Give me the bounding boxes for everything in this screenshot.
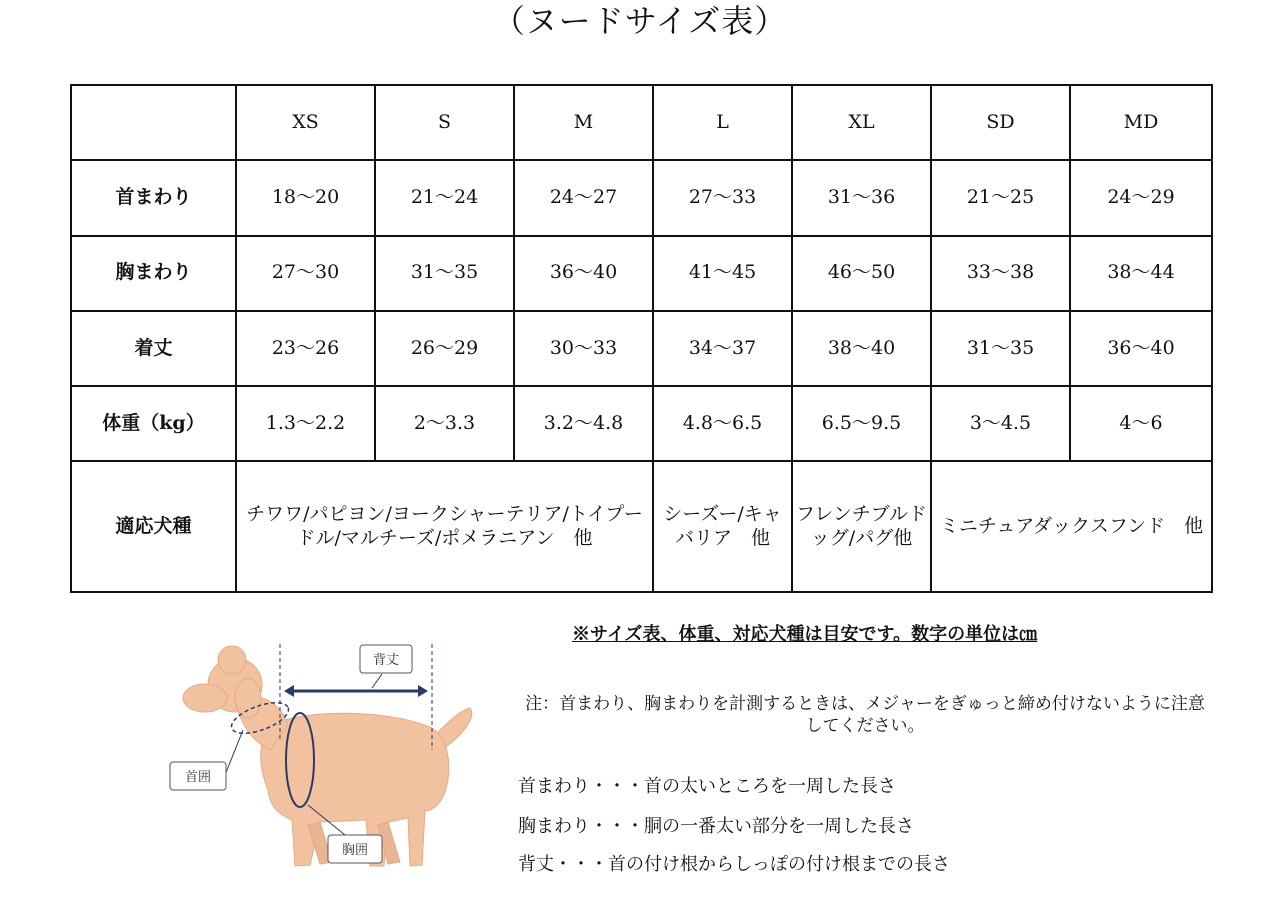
table-row-neck bbox=[71, 160, 1212, 235]
row-label: 胸まわり bbox=[71, 236, 236, 311]
table-cell: 23～26 bbox=[236, 311, 375, 386]
definition-neck: 首まわり・・・首の太いところを一周した長さ bbox=[518, 776, 896, 797]
table-cell: 36～40 bbox=[514, 236, 653, 311]
breed-cell-medium: シーズー/キャバリア 他 bbox=[653, 461, 792, 592]
dog-measurement-diagram bbox=[160, 630, 490, 880]
table-cell: 3～4.5 bbox=[931, 386, 1070, 461]
table-cell: 24～29 bbox=[1070, 160, 1212, 235]
table-cell: 33～38 bbox=[931, 236, 1070, 311]
table-row-chest bbox=[71, 236, 1212, 311]
header-size-m: M bbox=[514, 85, 653, 160]
table-cell: 3.2～4.8 bbox=[514, 386, 653, 461]
table-cell: 6.5～9.5 bbox=[792, 386, 931, 461]
unit-note: ※サイズ表、体重、対応犬種は目安です。数字の単位は㎝ bbox=[572, 624, 1038, 645]
table-cell: 34～37 bbox=[653, 311, 792, 386]
header-size-md: MD bbox=[1070, 85, 1212, 160]
label-neck bbox=[170, 762, 226, 790]
table-cell: 18～20 bbox=[236, 160, 375, 235]
table-cell: 27～33 bbox=[653, 160, 792, 235]
table-cell: 31～35 bbox=[931, 311, 1070, 386]
page-title: （ヌードサイズ表） bbox=[492, 2, 788, 40]
definition-back: 背丈・・・首の付け根からしっぽの付け根までの長さ bbox=[518, 854, 950, 875]
label-chest bbox=[328, 835, 382, 863]
label-chest-text: 胸囲 bbox=[341, 843, 369, 858]
table-cell: 46～50 bbox=[792, 236, 931, 311]
table-cell: 2～3.3 bbox=[375, 386, 514, 461]
table-cell: 24～27 bbox=[514, 160, 653, 235]
label-back-text: 背丈 bbox=[372, 653, 400, 668]
header-size-xs: XS bbox=[236, 85, 375, 160]
size-table bbox=[70, 84, 1213, 593]
row-label: 適応犬種 bbox=[71, 461, 236, 592]
table-cell: 31～36 bbox=[792, 160, 931, 235]
dog-illustration bbox=[183, 646, 472, 866]
table-cell: 31～35 bbox=[375, 236, 514, 311]
table-cell: 1.3～2.2 bbox=[236, 386, 375, 461]
table-cell: 4.8～6.5 bbox=[653, 386, 792, 461]
table-header-row bbox=[71, 85, 1212, 160]
table-cell: 21～25 bbox=[931, 160, 1070, 235]
row-label: 首まわり bbox=[71, 160, 236, 235]
definition-chest: 胸まわり・・・胴の一番太い部分を一周した長さ bbox=[518, 816, 914, 837]
header-size-sd: SD bbox=[931, 85, 1070, 160]
table-cell: 38～40 bbox=[792, 311, 931, 386]
table-cell: 21～24 bbox=[375, 160, 514, 235]
header-size-s: S bbox=[375, 85, 514, 160]
caution-note: 注：首まわり、胸まわりを計測するときは、メジャーをぎゅっと締め付けないように注意してください。 bbox=[525, 694, 1205, 737]
breed-cell-small: チワワ/パピヨン/ヨークシャーテリア/トイプードル/マルチーズ/ポメラニアン 他 bbox=[236, 461, 653, 592]
header-corner-cell bbox=[71, 85, 236, 160]
header-size-xl: XL bbox=[792, 85, 931, 160]
table-row-weight bbox=[71, 386, 1212, 461]
row-label: 体重（kg） bbox=[71, 386, 236, 461]
header-size-l: L bbox=[653, 85, 792, 160]
table-cell: 38～44 bbox=[1070, 236, 1212, 311]
label-neck-text: 首囲 bbox=[184, 770, 212, 785]
table-row-length bbox=[71, 311, 1212, 386]
breed-cell-bulldog: フレンチブルドッグ/パグ他 bbox=[792, 461, 931, 592]
table-row-breed bbox=[71, 461, 1212, 592]
row-label: 着丈 bbox=[71, 311, 236, 386]
label-back-length bbox=[360, 645, 412, 673]
table-cell: 36～40 bbox=[1070, 311, 1212, 386]
table-cell: 30～33 bbox=[514, 311, 653, 386]
breed-cell-dachshund: ミニチュアダックスフンド 他 bbox=[931, 461, 1212, 592]
table-cell: 26～29 bbox=[375, 311, 514, 386]
table-cell: 41～45 bbox=[653, 236, 792, 311]
table-cell: 27～30 bbox=[236, 236, 375, 311]
table-cell: 4～6 bbox=[1070, 386, 1212, 461]
